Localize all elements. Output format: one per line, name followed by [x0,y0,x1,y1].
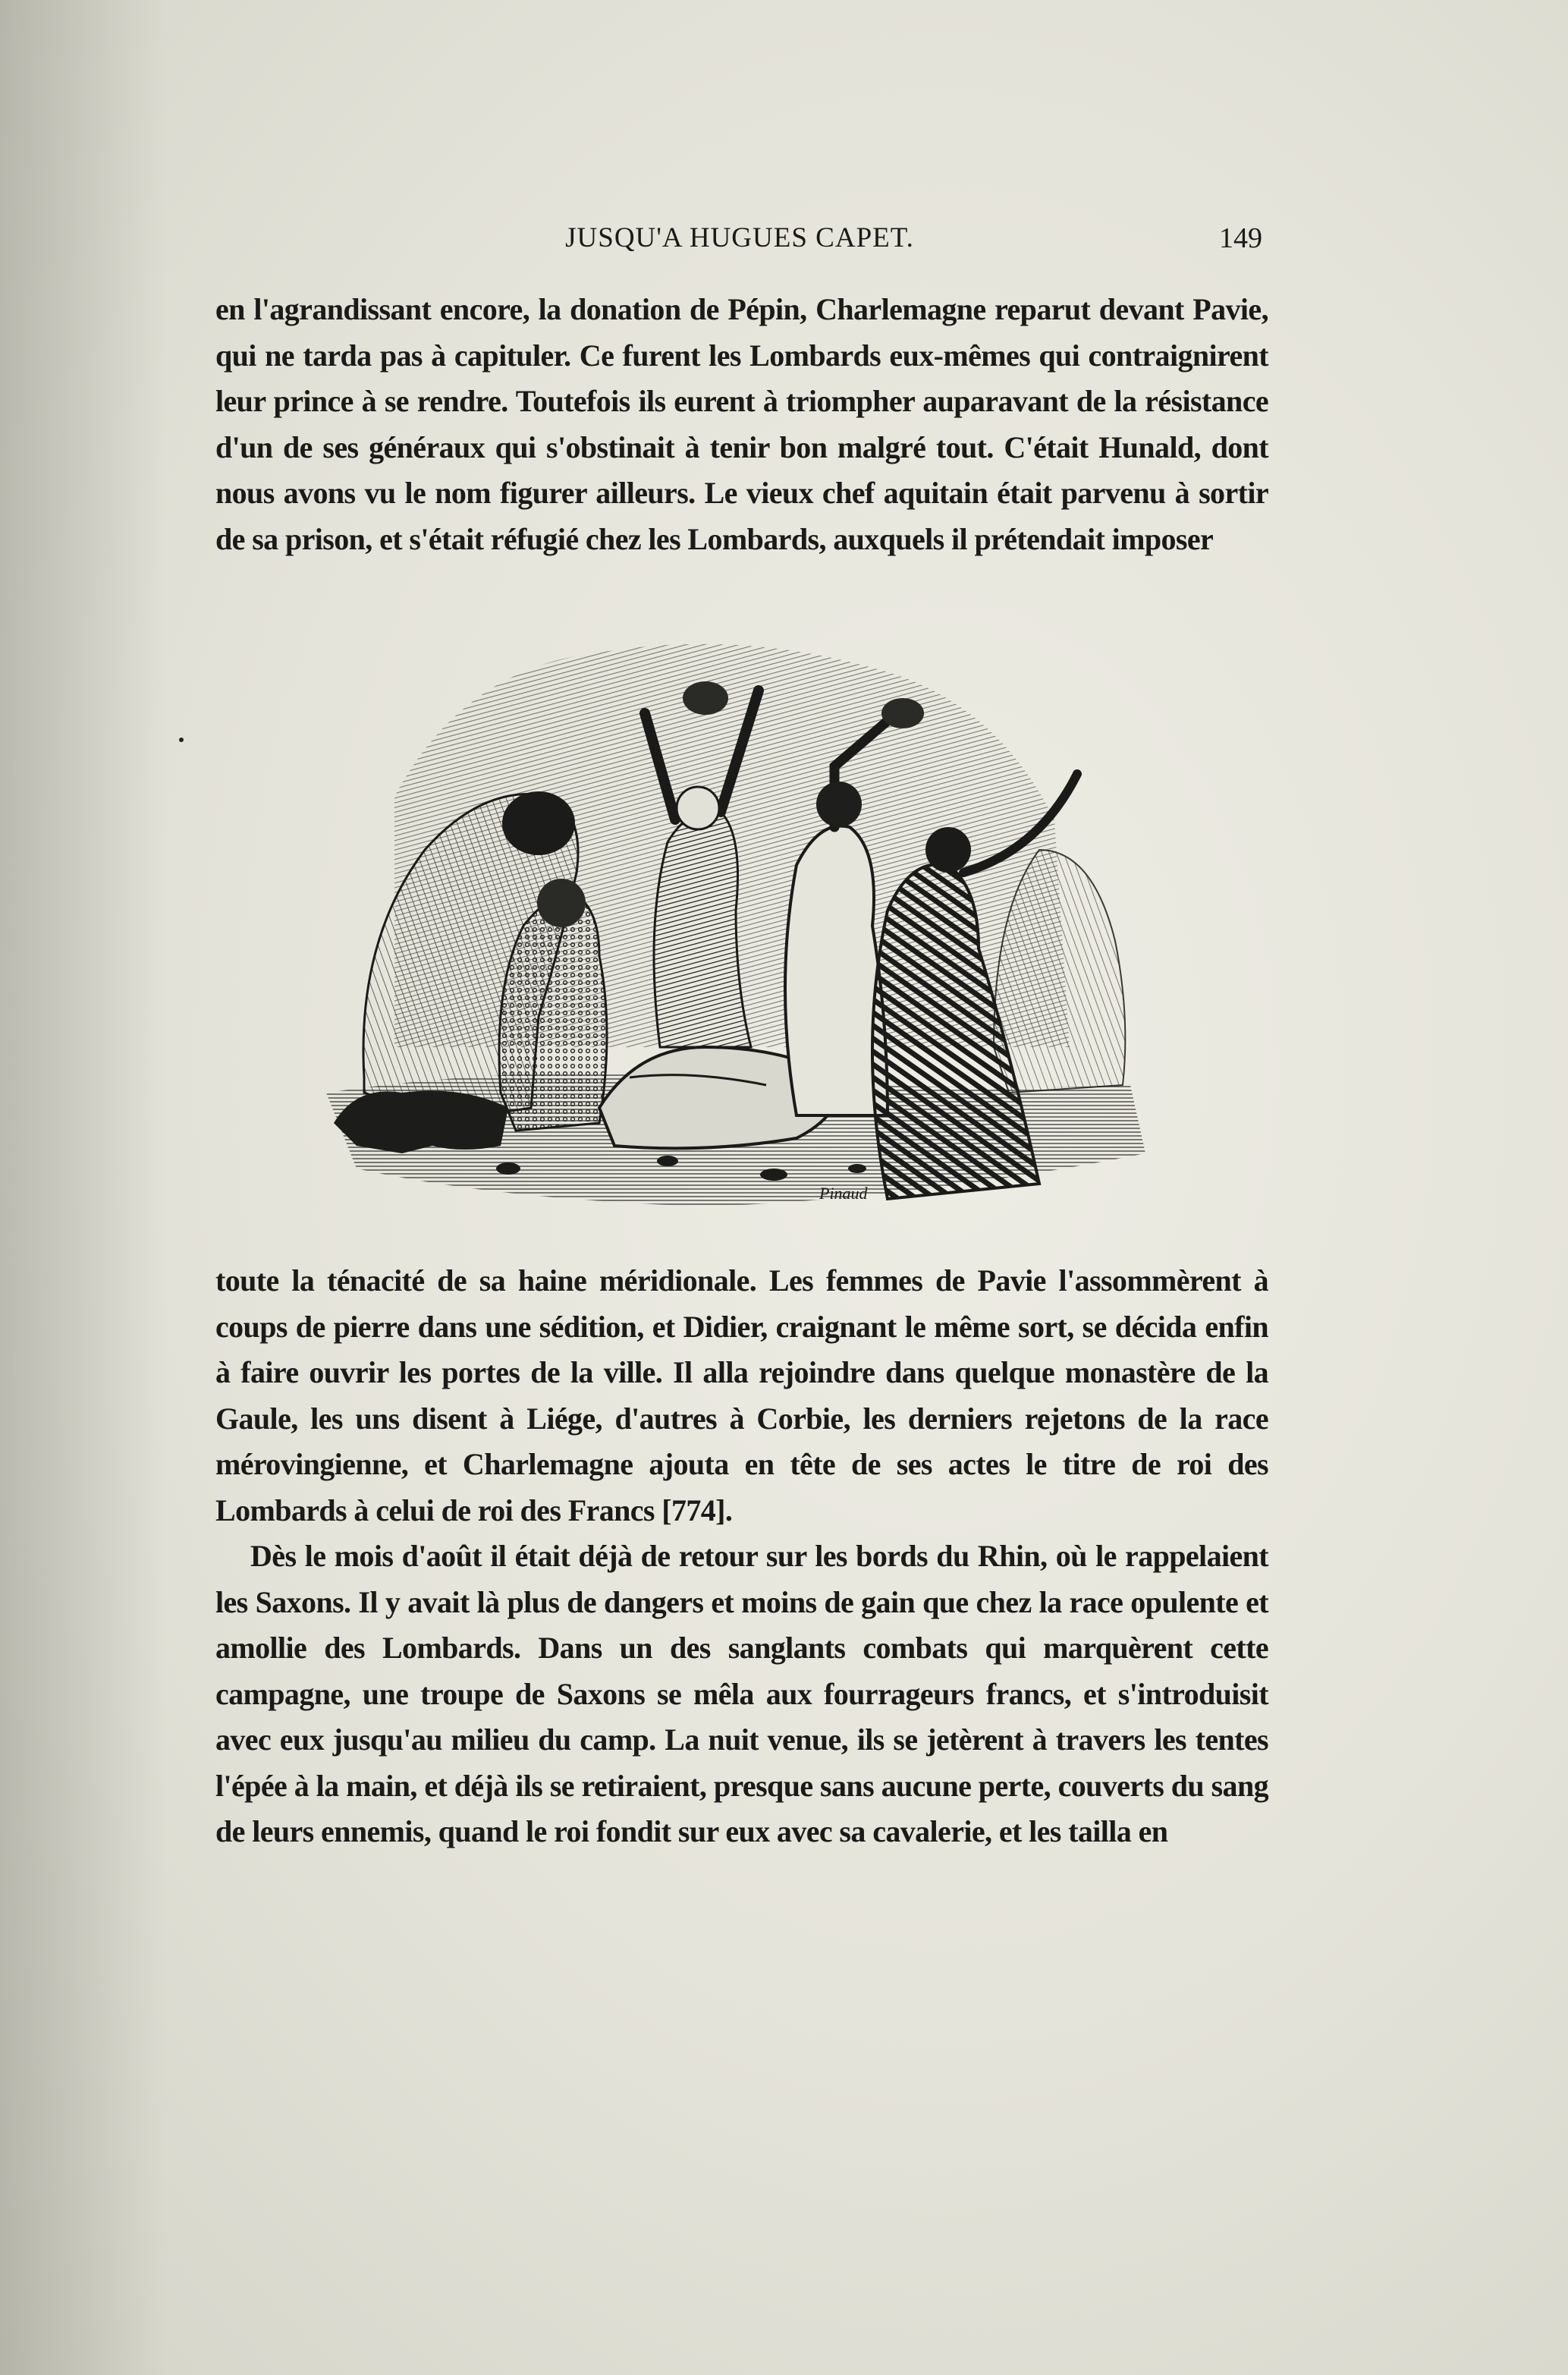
running-head [217,222,1262,260]
paragraph: Dès le mois d'août il était déjà de retour sur les bords du Rhin, où le rappelaient les Saxons. Il y avait là plus de dangers et moins de gain que chez la race opulente et amollie des Lombards. Dans un des sanglants combats qui marquèrent cette campagne, une troupe de Saxons se mêla aux fourrageurs francs, et s'introduisit avec eux jusqu'au milieu du camp. La nuit venue, ils se jetèrent à travers les tentes l'épée à la main, et déjà ils se retiraient, presque sans aucune perte, couverts du sang de leurs ennemis, quand le roi fondit sur eux avec sa cavalerie, et les tailla en [215,1539,1268,1848]
woman-raising-stone [654,810,751,1047]
paragraph: toute la ténacité de sa haine méridionale. Les femmes de Pavie l'assommèrent à coups de pierre dans une sédition, et Didier, craignant le même sort, se décida enfin à faire ouvrir les portes de la ville. Il alla rejoindre dans quelque monastère de la Gaule, les uns disent à Liége, d'autres à Corbie, les derniers rejetons de la race mérovingienne, et Charlemagne ajouta en tête de ses actes le titre de roi des Lombards à celui de roi des Francs [774]. [215,1263,1268,1527]
gutter-shadow [0,0,167,2375]
raised-stone [683,681,728,715]
page-number: 149 [1219,222,1262,254]
cloaked-figure-hood [502,791,575,855]
text-block-top [215,287,1268,562]
ink-speck [179,738,184,742]
dog [334,1091,508,1154]
artist-signature: Pinaud [819,1184,868,1203]
text-block-bottom [215,1258,1268,1855]
engraving-illustration [311,622,1161,1222]
kneeling-man-head [537,879,586,927]
running-title: JUSQU'A HUGUES CAPET. [565,222,914,253]
thrown-stone [881,698,924,728]
engraving-drawing [311,622,1161,1222]
paragraph: en l'agrandissant encore, la donation de Pépin, Charlemagne reparut devant Pavie, qui ne tarda pas à capituler. Ce furent les Lombards eux-mêmes qui contraignirent leur prince à se rendre. Toutefois ils eurent à triompher auparavant de la résistance d'un de ses généraux qui s'obstinait à tenir bon malgré tout. C'était Hunald, dont nous avons vu le nom figurer ailleurs. Le vieux chef aquitain était parvenu à sortir de sa prison, et s'était réfugié chez les Lombards, auxquels il prétendait imposer [215,292,1268,556]
